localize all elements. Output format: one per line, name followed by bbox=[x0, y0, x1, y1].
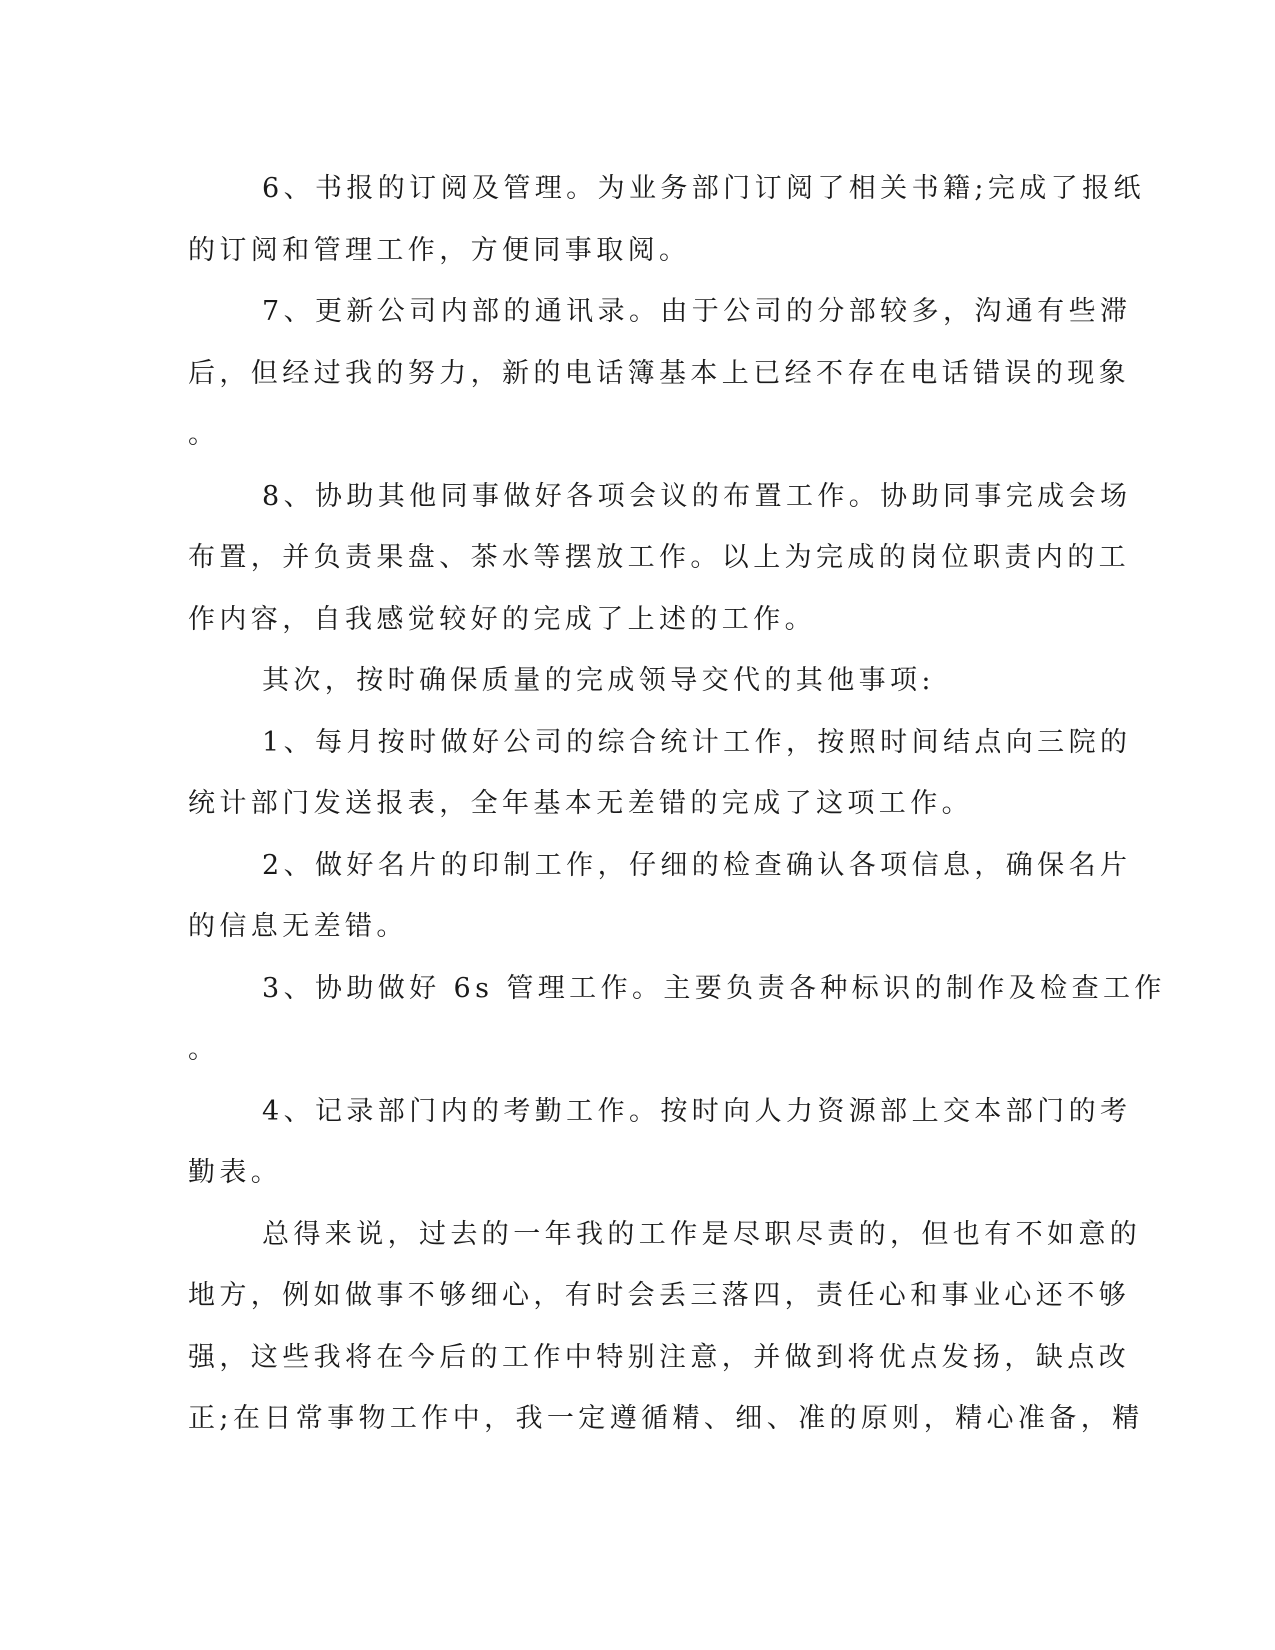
text-line: 6、书报的订阅及管理。为业务部门订阅了相关书籍;完成了报纸 bbox=[262, 173, 1145, 204]
text-line: 地方，例如做事不够细心，有时会丢三落四，责任心和事业心还不够 bbox=[188, 1280, 1130, 1311]
text-line: 布置，并负责果盘、茶水等摆放工作。以上为完成的岗位职责内的工 bbox=[188, 542, 1130, 573]
text-line: 7、更新公司内部的通讯录。由于公司的分部较多，沟通有些滞 bbox=[262, 296, 1132, 327]
text-line: 强，这些我将在今后的工作中特别注意，并做到将优点发扬，缺点改 bbox=[188, 1341, 1130, 1373]
text-line: 总得来说，过去的一年我的工作是尽职尽责的，但也有不如意的 bbox=[262, 1218, 1142, 1250]
text-line: 4、记录部门内的考勤工作。按时向人力资源部上交本部门的考 bbox=[262, 1095, 1132, 1127]
text-line: 3、协助做好 6s 管理工作。主要负责各种标识的制作及检查工作 bbox=[262, 972, 1166, 1004]
text-line: 勤表。 bbox=[188, 1157, 283, 1188]
text-line: 的订阅和管理工作，方便同事取阅。 bbox=[188, 234, 691, 266]
document-body bbox=[188, 158, 1166, 1450]
text-line: 。 bbox=[188, 1034, 220, 1065]
text-line: 其次，按时确保质量的完成领导交代的其他事项: bbox=[262, 665, 935, 696]
text-line: 1、每月按时做好公司的综合统计工作，按照时间结点向三院的 bbox=[262, 726, 1132, 758]
text-line: 的信息无差错。 bbox=[188, 911, 408, 942]
text-line: 作内容，自我感觉较好的完成了上述的工作。 bbox=[188, 603, 816, 635]
text-line: 8、协助其他同事做好各项会议的布置工作。协助同事完成会场 bbox=[262, 480, 1132, 512]
text-line: 2、做好名片的印制工作，仔细的检查确认各项信息，确保名片 bbox=[262, 849, 1132, 881]
text-line: 。 bbox=[188, 419, 220, 450]
text-line: 统计部门发送报表，全年基本无差错的完成了这项工作。 bbox=[188, 788, 973, 819]
text-line: 后，但经过我的努力，新的电话簿基本上已经不存在电话错误的现象 bbox=[188, 357, 1130, 389]
text-line: 正;在日常事物工作中，我一定遵循精、细、准的原则，精心准备，精 bbox=[188, 1403, 1144, 1434]
